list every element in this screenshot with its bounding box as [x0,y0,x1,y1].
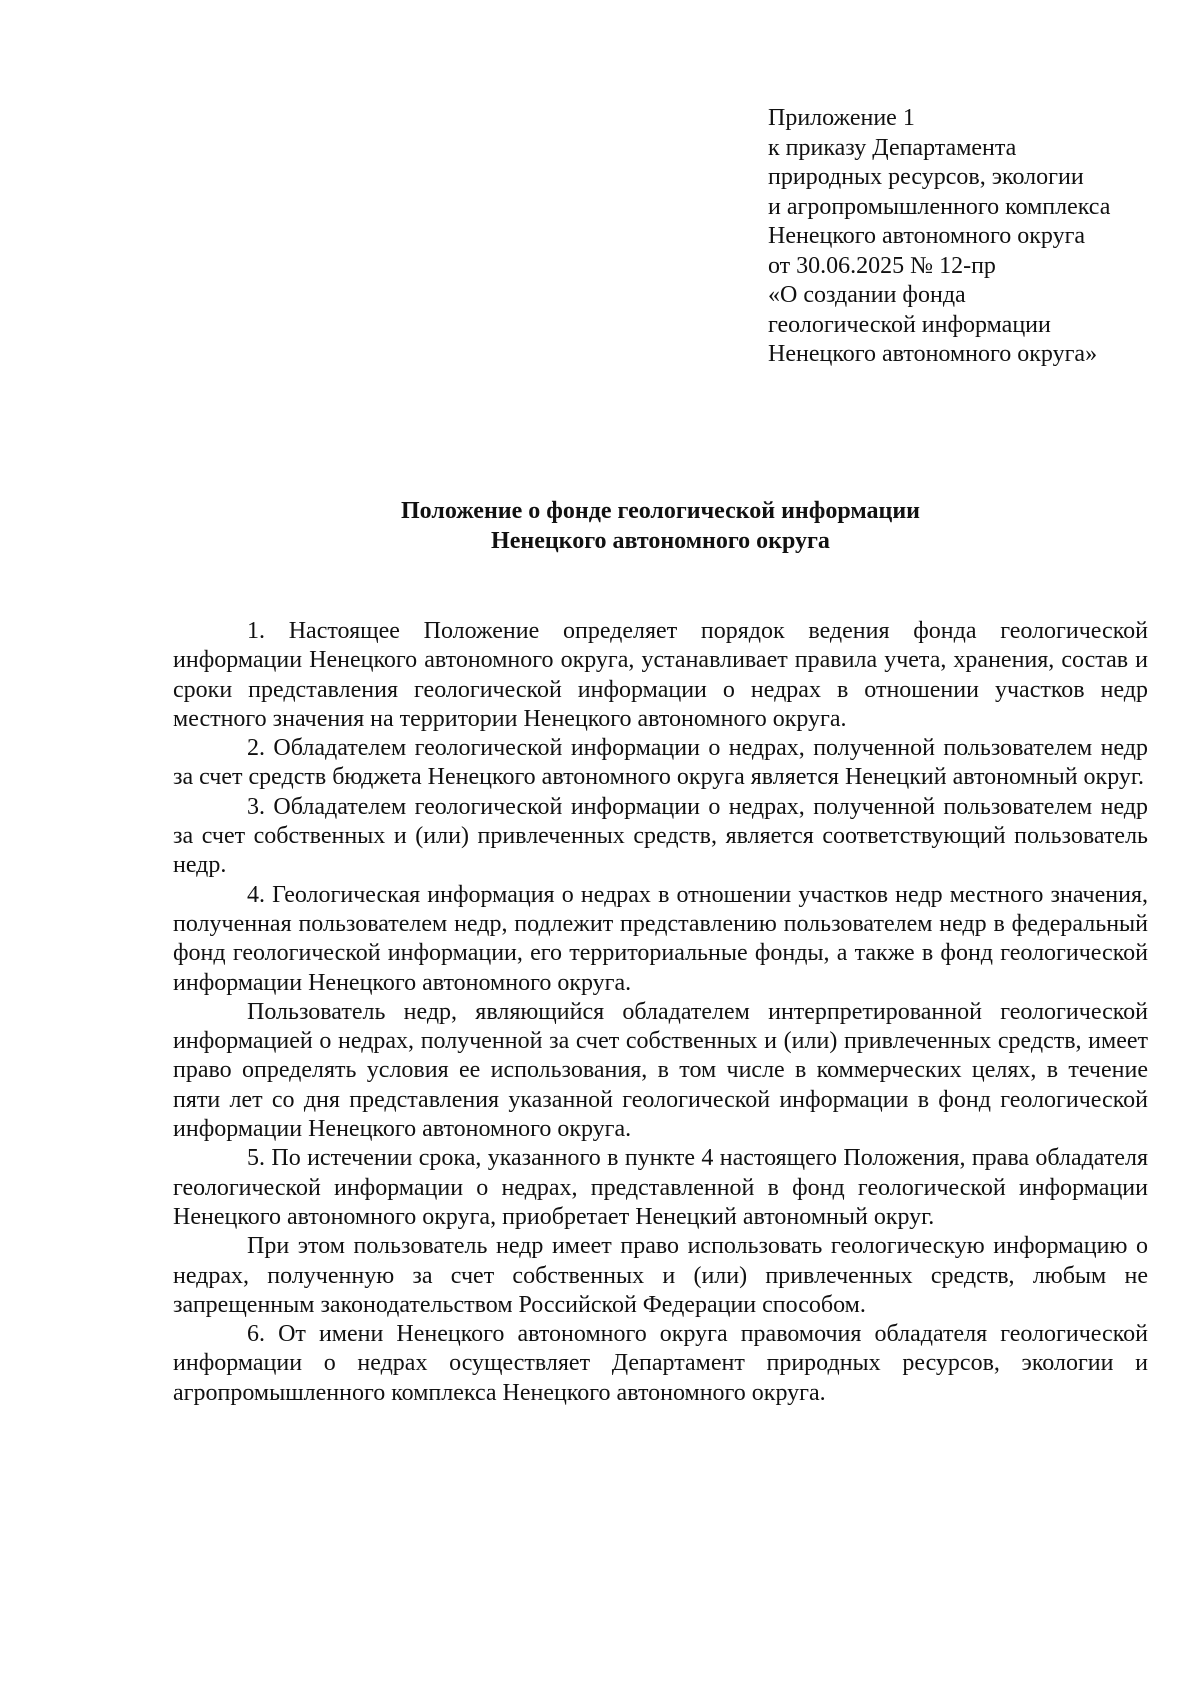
appendix-line: «О создании фонда [768,282,966,308]
appendix-line: и агропромышленного комплекса [768,193,1111,220]
document-body [173,617,1148,1408]
paragraph-4-continued: Пользователь недр, являющийся обладателем интерпретированной геологической информацией о недрах, полученной за счет собственных и (или) привлеченных средств, имеет право определять условия ее использования, в том числе в коммерческих целях, в течение пяти лет со дня представления указанной геологической информации в фонд геологической информации Ненецкого автономного округа. [173,998,1148,1143]
appendix-line: Приложение 1 [768,105,915,131]
paragraph-2: 2. Обладателем геологической информации о недрах, полученной пользователем недр за счет средств бюджета Ненецкого автономного округа является Ненецкий автономный округ. [173,735,1148,791]
title-line-2: Ненецкого автономного округа [491,527,830,554]
title-line-1: Положение о фонде геологической информации [401,498,920,524]
appendix-line: природных ресурсов, экологии [768,164,1084,190]
appendix-line: к приказу Департамента [768,134,1017,161]
paragraph-4: 4. Геологическая информация о недрах в отношении участков недр местного значения, полученная пользователем недр, подлежит представлению пользователем недр в федеральный фонд геологической информации, его территориальные фонды, а также в фонд геологической информации Ненецкого автономного округа. [173,881,1148,996]
paragraph-5: 5. По истечении срока, указанного в пункте 4 настоящего Положения, права обладателя геологической информации о недрах, представленной в фонд геологической информации Ненецкого автономного округа, приобретает Ненецкий автономный округ. [173,1145,1148,1230]
appendix-line: Ненецкого автономного округа» [768,341,1098,367]
appendix-line: геологической информации [768,311,1051,338]
paragraph-1: 1. Настоящее Положение определяет порядок ведения фонда геологической информации Ненецкого автономного округа, устанавливает правила учета, хранения, состав и сроки представления геологической информации о недрах в отношении участков недр местного значения на территории Ненецкого автономного округа. [173,618,1148,732]
paragraph-6: 6. От имени Ненецкого автономного округа правомочия обладателя геологической информации о недрах осуществляет Департамент природных ресурсов, экологии и агропромышленного комплекса Ненецкого автономного округа. [173,1321,1148,1406]
paragraph-3: 3. Обладателем геологической информации о недрах, полученной пользователем недр за счет собственных и (или) привлеченных средств, является соответствующий пользователь недр. [173,793,1148,879]
appendix-line: от 30.06.2025 № 12-пр [768,252,996,279]
appendix-block [768,104,1168,370]
document-title [173,497,1148,556]
paragraph-5-continued: При этом пользователь недр имеет право использовать геологическую информацию о недрах, полученную за счет собственных и (или) привлеченных средств, любым не запрещенным законодательством Российской Федерации способом. [173,1233,1148,1318]
appendix-line: Ненецкого автономного округа [768,223,1086,249]
